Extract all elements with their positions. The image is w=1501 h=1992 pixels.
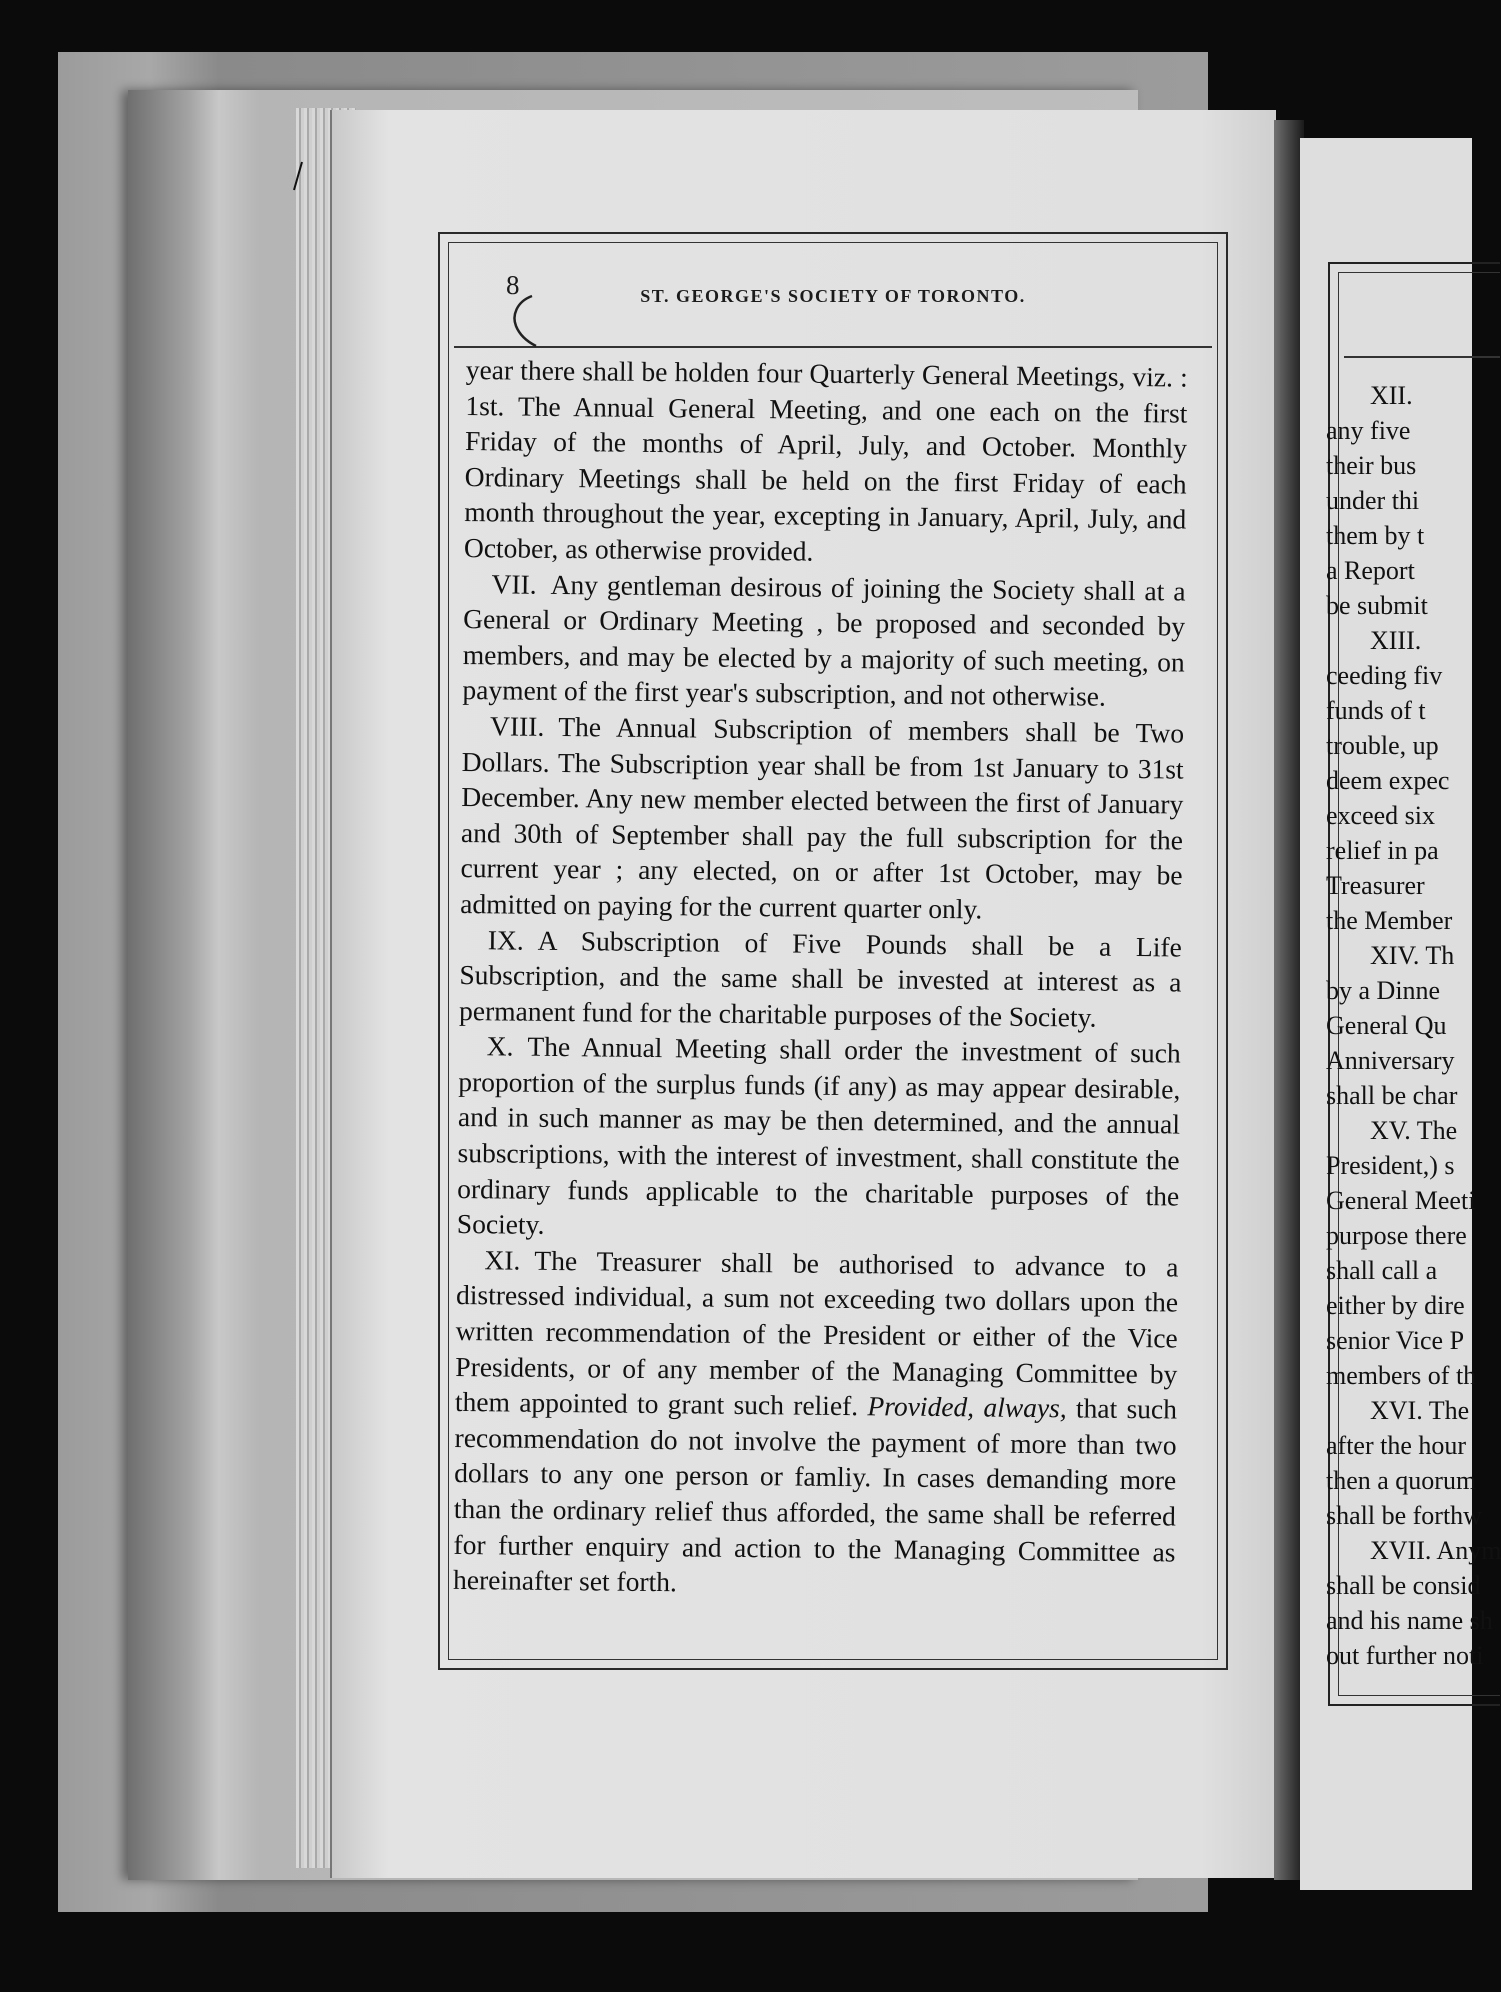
right-page-line: their bus — [1326, 451, 1417, 480]
right-page-header-rule — [1344, 356, 1500, 358]
right-page-line: relief in pa — [1326, 836, 1439, 865]
right-page-line: XVI. The — [1370, 1396, 1470, 1425]
article-ix — [459, 921, 1182, 1035]
article-number: IX. — [487, 923, 524, 956]
right-page-text-fragments — [1326, 378, 1501, 1673]
right-page-line: any five — [1326, 416, 1411, 445]
right-page-line: General Meeti — [1326, 1186, 1476, 1215]
right-page-line: then a quorum — [1326, 1466, 1477, 1495]
right-page-line: trouble, up — [1326, 731, 1439, 760]
right-page-line: shall be char — [1326, 1081, 1458, 1110]
article-number: VII. — [491, 567, 537, 600]
right-page-line: shall call a — [1326, 1256, 1438, 1285]
page-border-frame — [438, 232, 1228, 1670]
right-page-line: senior Vice P — [1326, 1326, 1465, 1355]
right-page-line: Anniversary — [1326, 1046, 1455, 1075]
article-vii — [462, 566, 1185, 716]
right-page-line: purpose there — [1326, 1221, 1467, 1250]
article-xi — [453, 1242, 1179, 1605]
article-text: The Annual Subscription of members shall be Two Dollars. The Subscription year shall be from 1st January to 31st December. Any new member elected between the first of January and 30th of September shall pay the full subscription for the current year ; any elected, on or after 1st October, may be admitted on paying for the current quarter only. — [460, 710, 1185, 925]
article-text-continued: that such recommendation do not involve the payment of more than two dollars to any one person or famliy. In cases demanding more than the ordinary relief thus afforded, the same shall be referred for further enquiry and action to the Managing Committee as hereinafter set forth. — [452, 1392, 1178, 1598]
right-page-line: by a Dinne — [1326, 976, 1441, 1005]
right-page-line: and his name sh — [1326, 1606, 1493, 1635]
body-text — [453, 352, 1188, 1605]
right-page-line: XIII. — [1370, 626, 1422, 655]
header-rule — [454, 346, 1212, 348]
right-page-line: them by t — [1326, 521, 1425, 550]
right-page-line: General Qu — [1326, 1011, 1447, 1040]
article-text: A Subscription of Five Pounds shall be a Life Subscription, and the same shall be invested at interest as a permanent fund for the charitable purposes of the Society. — [458, 924, 1182, 1033]
right-page-line: a Report — [1326, 556, 1415, 585]
right-page-line: XIV. Th — [1370, 941, 1455, 970]
right-page-line: XII. — [1370, 381, 1413, 410]
right-page-line: after the hour — [1326, 1431, 1467, 1460]
right-page-line: the Member — [1326, 906, 1453, 935]
right-page-line: either by dire — [1326, 1291, 1465, 1320]
article-text: Any gentleman desirous of joining the Society shall at a General or Ordinary Meeting , be proposed and seconded by members, and may be elected by a majority of such meeting, on payment of the first year's subscription, and not otherwise. — [462, 568, 1186, 713]
right-page-line: deem expec — [1326, 766, 1450, 795]
article-number: XI. — [484, 1244, 521, 1276]
running-head: ST. GEORGE'S SOCIETY OF TORONTO. — [640, 286, 1026, 306]
article-number: VIII. — [489, 710, 545, 742]
article-text: The Treasurer shall be authorised to advance to a distressed individual, a sum not exceeding two dollars upon the written recommendation of the President or either of the Vice Presidents, or of any member of the Managing Committee by them appointed to grant such relief. — [454, 1244, 1179, 1422]
right-page-line: members of th — [1326, 1361, 1477, 1390]
right-page-line: out further noti — [1326, 1641, 1484, 1670]
right-page-line: Treasurer — [1326, 871, 1425, 900]
right-page-line: President,) s — [1326, 1151, 1455, 1180]
right-page-line: under thi — [1326, 486, 1420, 515]
right-page-line: XVII. Anym — [1370, 1536, 1501, 1565]
proviso-italic: Provided, always, — [867, 1390, 1067, 1424]
pencil-bracket-mark — [506, 292, 540, 350]
paragraph-text: year there shall be holden four Quarterly General Meetings, viz. : 1st. The Annual General Meeting, and one each on the first Friday of the months of April, July, and October. Monthly Ordinary Meetings shall be held on the first Friday of each month throughout the year, excepting in January, April, July, and October, as otherwise provided. — [463, 353, 1188, 567]
right-page-line: ceeding fiv — [1326, 661, 1443, 690]
article-x — [457, 1028, 1181, 1249]
right-page-line: funds of t — [1326, 696, 1426, 725]
article-text: The Annual Meeting shall order the investment of such proportion of the surplus funds (if any) as may appear desirable, and in such manner as may be then determined, and the annual subscriptions, with the interest of investment, shall constitute the ordinary funds applicable to the charitable purposes of the Society. — [456, 1030, 1181, 1241]
right-page-line: XV. The — [1370, 1116, 1458, 1145]
pencil-tick-mark — [290, 160, 306, 192]
paragraph-continuation — [464, 352, 1188, 573]
right-page-line: be submit — [1326, 591, 1428, 620]
right-page-line: shall be forthw — [1326, 1501, 1482, 1530]
page-number: 8 — [506, 270, 520, 300]
right-page-line: shall be consid — [1326, 1571, 1481, 1600]
article-viii — [460, 708, 1184, 929]
article-number: X. — [486, 1030, 514, 1062]
right-page-line: exceed six — [1326, 801, 1436, 830]
